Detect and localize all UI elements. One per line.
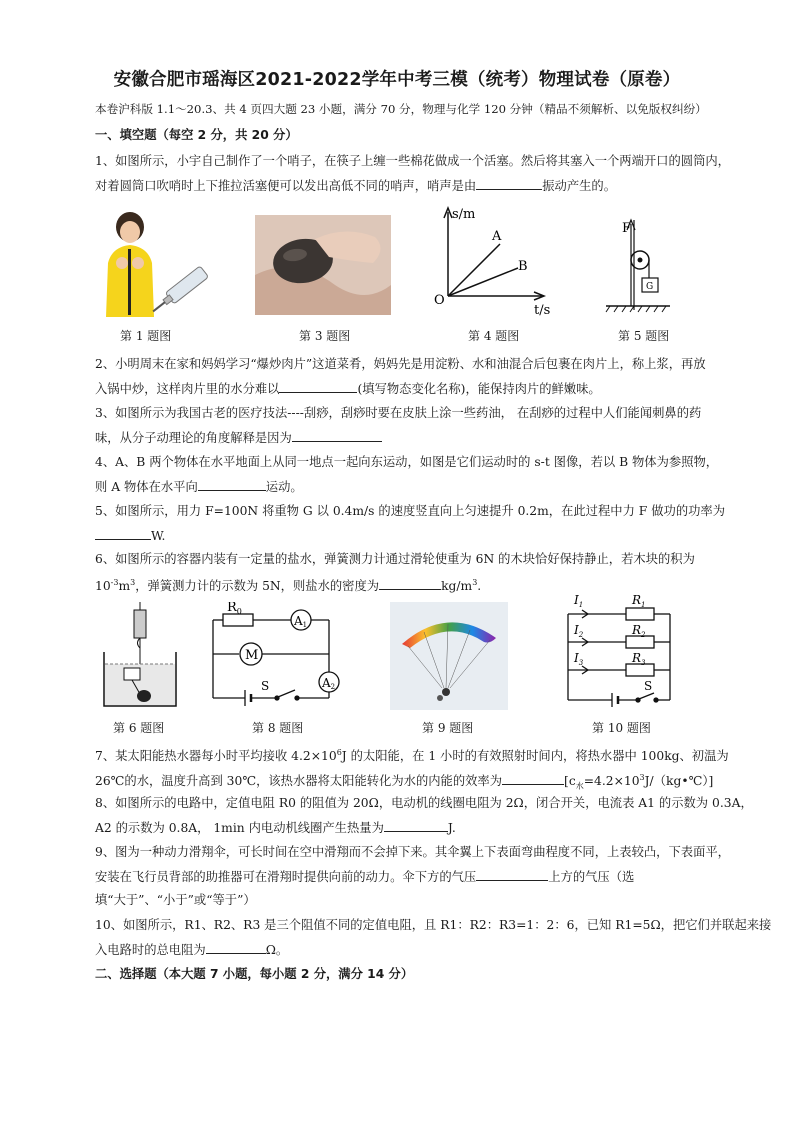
fig3-caption: 第 3 题图	[299, 329, 351, 343]
fig4-xlabel: t/s	[534, 303, 550, 316]
svg-text:A1: A1	[294, 614, 308, 629]
q4-line-1: 4、A、B 两个物体在水平地面上从同一地点一起向东运动，如图是它们运动时的 s-t 图像，若以 B 物体为参照物，	[95, 455, 719, 469]
fig5-weight-label: G	[646, 282, 654, 292]
svg-text:R2: $R_2$	[632, 623, 646, 639]
q1-line-2: 对着圆筒口吹哨时上下推拉活塞便可以发出高低不同的哨声，哨声是由 振动产生的。	[95, 179, 617, 193]
svg-text:I1: $I_1$	[574, 593, 584, 609]
q7-answer-blank[interactable]	[502, 772, 564, 785]
line-a	[448, 244, 500, 296]
svg-text:R0: $R_0$	[227, 602, 242, 616]
q2-line-1: 2、小明周末在家和妈妈学习“爆炒肉片”这道菜肴，妈妈先是用淀粉、水和油混合后包裹在肉片上，称上浆，再放	[95, 357, 706, 371]
q3-line-2: 味，从分子动理论的角度解释是因为	[95, 429, 695, 446]
q6-line-2: $10^{-3}m^3$，弹簧测力计的示数为 5N，则盐水的密度为 $kg/m^3$.	[95, 578, 482, 594]
q3-line-1: 3、如图所示为我国古老的医疗技法----刮痧，刮痧时要在皮肤上涂一些药油， 在刮痧的过程中人们能闻刺鼻的药	[95, 406, 702, 420]
q6-line-1: 6、如图所示的容器内装有一定量的盐水，弹簧测力计通过滑轮使重为 6N 的木块恰好保持静止，若木块的积为	[95, 552, 695, 566]
q5-line-1: 5、如图所示，用力 F=100N 将重物 G 以 0.4m/s 的速度竖直向上匀速提升 0.2m，在此过程中力 F 做功的功率为	[95, 504, 726, 518]
fig10-switch-label: S	[644, 679, 653, 693]
q10-answer-blank[interactable]	[206, 941, 266, 954]
section-2-heading: 二、选择题（本大题 7 小题，每小题 2 分，满分 14 分）	[95, 967, 414, 981]
fig10-r3-label: R	[632, 651, 642, 665]
fig10-r2-label: R	[632, 623, 642, 637]
q5-answer-blank[interactable]	[95, 527, 151, 540]
fig10-i1-label: I	[574, 593, 579, 607]
fig1-caption: 第 1 题图	[120, 329, 172, 343]
q8-answer-blank[interactable]	[384, 819, 448, 832]
fig5-pulley-diagram	[598, 210, 678, 316]
q7-line-2: 26℃的水，温度升高到 30℃，该热水器将太阳能转化为水的内能的效率为 $[c_水=4.2\times 10^3J/(kg•℃)]$	[95, 773, 714, 791]
fig4-origin: O	[434, 293, 445, 308]
fig9-caption: 第 9 题图	[422, 721, 474, 735]
svg-text:A2: A2	[322, 676, 336, 691]
q3-answer-blank[interactable]	[292, 429, 382, 442]
q9-line-1: 9、图为一种动力滑翔伞，可长时间在空中滑翔而不会掉下来。其伞翼上下表面弯曲程度不同，上表较凸，下表面平，	[95, 845, 730, 859]
q9-line-2: 安装在飞行员背部的助推器可在滑翔时提供向前的动力。伞下方的气压 上方的气压（选	[95, 870, 635, 884]
q10-line-1: 10、如图所示，R1、R2、R3 是三个阻值不同的定值电阻，且 R1：R2：R3=1：2：6，已知 R1=5Ω，把它们并联起来接	[95, 918, 772, 932]
q9-answer-blank[interactable]	[476, 868, 548, 881]
q8-line-2: A2 的示数为 0.8A， 1min 内电动机线圈产生热量为 J.	[95, 821, 456, 835]
fig10-parallel-circuit	[560, 590, 680, 710]
fig8-r0-label: R	[227, 602, 237, 615]
fig5-caption: 第 5 题图	[618, 329, 670, 343]
section-1-heading: 一、填空题（每空 2 分，共 20 分）	[95, 128, 298, 142]
fig8-a2-label: A	[322, 676, 331, 690]
fig3-guasha-photo	[255, 215, 391, 315]
fig6-container-diagram	[98, 602, 182, 710]
q5-line-2: W.	[95, 527, 695, 544]
fig4-caption: 第 4 题图	[468, 329, 520, 343]
fig10-r1-label: R	[632, 593, 642, 607]
svg-text:R1: $R_1$	[632, 593, 646, 609]
paper-title: 安徽合肥市瑶海区2021-2022学年中考三模（统考）物理试卷（原卷）	[113, 70, 681, 90]
fig1-girl-whistle-photo	[100, 205, 212, 317]
q1-line-1: 1、如图所示，小宇自己制作了一个哨子，在筷子上缠一些棉花做成一个活塞。然后将其塞入一个两端开口的圆筒内，	[95, 154, 730, 168]
fig8-switch-label: S	[261, 679, 270, 693]
q2-line-2: 入锅中炒，这样肉片里的水分难以 (填写物态变化名称)，能保持肉片的鲜嫩味。	[95, 382, 601, 396]
line-b	[448, 268, 518, 296]
fig10-i2-label: I	[574, 623, 579, 637]
q10-line-2: 入电路时的总电阻为 Ω。	[95, 943, 289, 957]
q9-line-3: 填“大于”、“小于”或“等于”）	[95, 893, 256, 907]
svg-text:R3: $R_3$	[632, 651, 646, 667]
svg-text:I2: $I_2$	[574, 623, 584, 639]
fig10-caption: 第 10 题图	[592, 721, 651, 735]
fig4-label-a: A	[492, 229, 502, 244]
fig9-paraglider-photo	[390, 602, 508, 710]
paper-intro: 本卷沪科版 1.1～20.3、共 4 页四大题 23 小题，满分 70 分，物理与化学 120 分钟（精品不须解析、以免版权纠纷）	[95, 102, 707, 116]
fig10-i3-label: I	[574, 651, 579, 665]
fig4-label-b: B	[518, 259, 528, 274]
q4-line-2: 则 A 物体在水平向 运动。	[95, 480, 303, 494]
fig8-caption: 第 8 题图	[252, 721, 304, 735]
q8-line-1: 8、如图所示的电路中，定值电阻 R0 的阻值为 20Ω，电动机的线圈电阻为 2Ω，闭合开关，电流表 A1 的示数为 0.3A，	[95, 796, 753, 810]
fig4-st-graph	[430, 206, 550, 316]
q1-answer-blank[interactable]	[476, 177, 542, 190]
fig8-a1-label: A	[294, 614, 303, 628]
fig8-circuit-diagram	[205, 602, 349, 706]
fig8-motor-label: M	[245, 648, 259, 663]
q6-answer-blank[interactable]	[379, 577, 441, 590]
svg-text:I3: $I_3$	[574, 651, 584, 667]
q2-answer-blank[interactable]	[279, 380, 357, 393]
q7-line-1: 7、某太阳能热水器每小时平均接收 $4.2\times 10^6J$ 的太阳能，在 1 小时的有效照射时间内，将热水器中 100kg、初温为	[95, 748, 729, 764]
fig4-ylabel: s/m	[452, 207, 476, 222]
fig6-caption: 第 6 题图	[113, 721, 165, 735]
q4-answer-blank[interactable]	[198, 478, 266, 491]
fig5-force-label: F	[622, 221, 632, 236]
